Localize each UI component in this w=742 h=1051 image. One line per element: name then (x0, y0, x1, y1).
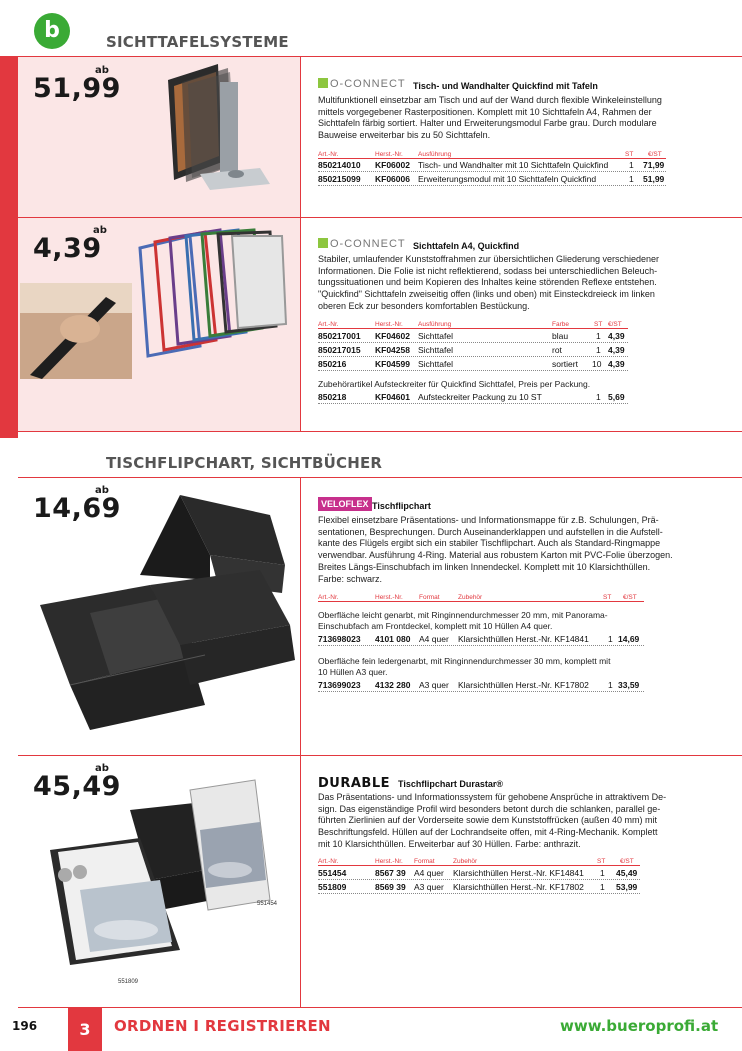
product-title: Tisch- und Wandhalter Quickfind mit Tafeln (413, 81, 598, 91)
divider (18, 431, 742, 432)
brand-logo-connect: O-CONNECT (318, 78, 406, 90)
divider (18, 755, 742, 756)
page-number: 196 (12, 1019, 38, 1033)
price-from-label: ab (95, 485, 109, 496)
product-description: Flexibel einsetzbare Präsentations- und Informationsmappe für z.B. Schulungen, Prä- sentationen, Besprechungen. Durch Auseinanderklappen und aufstellen in die Aufstell- kante des Flügels ergibt sich ein stabiler Tischflipchart. Auch als Standard-Ringmappe verwendbar. Ausführung 4-Ring. Material aus robustem Karton mit PVC-Folie überzogen. Breites Längs-Einschubfach im linken Innendeckel. Komplett mit 10 Klarsichthüllen. Farbe: schwarz. (318, 515, 673, 584)
chapter-title: ORDNEN I REGISTRIEREN (114, 1017, 331, 1035)
divider (18, 1007, 742, 1008)
price: 4,39 (33, 233, 102, 264)
divider (18, 477, 742, 478)
variant-note: Oberfläche fein ledergenarbt, mit Ringinnendurchmesser 30 mm, komplett mit 10 Hüllen A3 quer. (318, 656, 611, 677)
price: 14,69 (33, 493, 121, 524)
section-title-sichttafelsysteme: SICHTTAFELSYSTEME (106, 33, 289, 51)
price-from-label: ab (95, 763, 109, 774)
section-marker-bar (0, 56, 18, 438)
price-from-label: ab (93, 225, 107, 236)
brand-logo-durable: DURABLE (318, 776, 390, 791)
price-from-label: ab (95, 65, 109, 76)
product-image-durastar (40, 770, 278, 975)
product-table: Art.-Nr. Herst.-Nr. Format Zubehör ST €/ST 551454 8567 39 A4 quer Klarsichthüllen Herst.-Nr. KF14841 1 45,49 551809 8569 39 A3 quer Klarsichthüllen Herst.-Nr. KF17802 1 53,99 (318, 857, 738, 897)
price: 45,49 (33, 771, 121, 802)
brand-logo: b (34, 13, 70, 49)
product-title: Sichttafeln A4, Quickfind (413, 241, 520, 251)
product-image-sichttafeln (120, 228, 290, 358)
product-description: Stabiler, umlaufender Kunststoffrahmen zur übersichtlichen Gliederung verschiedener Informationen. Die Folie ist nicht reflektierend, sodass bei unterschiedlichen Beleuch- tungssituationen und beim Kopieren des Inhaltes keine störenden Reflexe entstehen. "Quickfind" Sichttafeln zweiseitig offen (links und oben) mit Einsteckdreieck im linken oberen Eck zur besonders komfortablen Bestückung. (318, 254, 660, 311)
accessory-note: Zubehörartikel Aufsteckreiter für Quickfind Sichttafel, Preis per Packung. (318, 379, 591, 389)
variant-note: Oberfläche leicht genarbt, mit Ringinnendurchmesser 20 mm, mit Panorama- Einschubfach am Frontdeckel, komplett mit 10 Hüllen A4 quer. (318, 610, 608, 631)
divider (18, 217, 742, 218)
image-caption: 551809 (118, 979, 139, 985)
product-table: Art.-Nr. Herst.-Nr. Ausführung ST €/ST 850214010 KF06002 Tisch- und Wandhalter mit 10 Sichttafeln Quickfind 1 71,99 850215099 KF06006 Erweiterungsmodul mit 10 Sichttafeln Quickfind 1 51,99 (318, 151, 665, 184)
website-link[interactable]: www.bueroprofi.at (560, 1017, 719, 1035)
price: 51,99 (33, 73, 121, 104)
brand-logo-connect: O-CONNECT (318, 238, 406, 250)
product-image-tischflipchart (30, 485, 295, 750)
divider (0, 56, 742, 57)
section-title-tischflipchart: TISCHFLIPCHART, SICHTBÜCHER (106, 454, 383, 472)
column-divider (300, 477, 301, 1007)
product-image-quickfind-holder (160, 62, 295, 192)
image-caption: 551454 (257, 901, 278, 907)
product-table: Art.-Nr. Herst.-Nr. Format Zubehör ST €/ST Oberfläche leicht genarbt, mit Ringinnendurchmesser 20 mm, mit Panorama- Einschubfach am Frontdeckel, komplett mit 10 Hüllen A4 quer. 713698023 4101 080 A4 quer Klarsichthüllen Herst.-Nr. KF14841 1 14,69 Oberfläche fein ledergenarbt, mit Ringinnendurchmesser 30 mm, komplett mit 10 Hüllen A3 quer. 713699023 4132 280 A3 quer Klarsichthüllen Herst.-Nr. KF17802 1 33,59 (318, 593, 738, 703)
chapter-tab: 3 (68, 1008, 102, 1051)
product-description: Multifunktionell einsetzbar am Tisch und auf der Wand durch flexible Winkeleinstellung mittels vorgegebener Rasterpositionen. Komplett mit 10 Sichttafeln A4, Rahmen der Sichttafeln färbig sortiert. Halter und Erweiterungsmodul Farbe grau. Durch modulare Bauweise erweiterbar bis zu 50 Sichttafeln. (318, 95, 662, 141)
product-description: Das Präsentations- und Informationssystem für gehobene Ansprüche in attraktivem De- sign. Das eigenständige Profil wird besonders betont durch die schlanken, parallel ge- führten Zierlinien auf der Vorderseite sowie dem Kunststoffrücken (außen 40 mm) mit Beschriftungsfeld. Hüllen auf der Lochrandseite offen, mit 4-Ring-Mechanik. Komplett mit 10 Klarsichthüllen. Erweiterbar auf 30 Hüllen. Farbe: anthrazit. (318, 792, 667, 849)
product-table: Art.-Nr. Herst.-Nr. Ausführung Farbe ST €/ST 850217001 KF04602 Sichttafel blau 1 4,39 850217015 KF04258 Sichttafel rot 1 4,39 850216 KF04599 Sichttafel sortiert 10 4,39 Zubehörartikel Aufsteckreiter für Quickfind Sichttafel, Preis per Packung. 850218 KF04601 Aufsteckreiter Packung zu 10 ST 1 5,69 (318, 320, 738, 410)
column-divider (300, 56, 301, 432)
brand-logo-veloflex: VELOFLEX (318, 497, 372, 511)
product-title: Tischflipchart (372, 501, 431, 511)
product-title: Tischflipchart Durastar® (398, 779, 503, 789)
product-image-hand-inserting (20, 283, 132, 379)
